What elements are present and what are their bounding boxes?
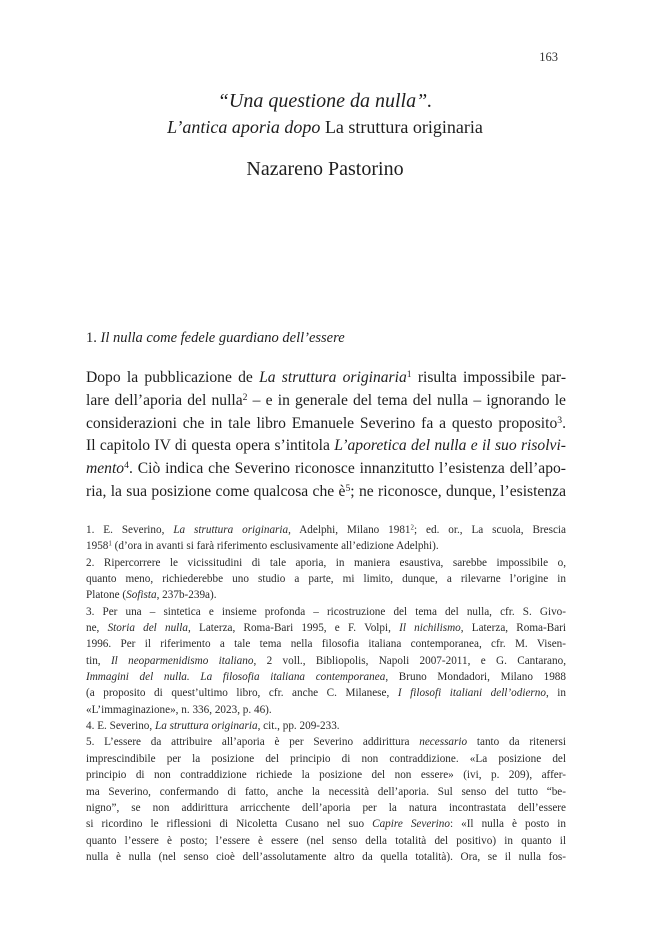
text-run: (a proposito di quest’ultimo libro, cfr. anche C. Milanese,	[86, 687, 398, 700]
body-line	[86, 413, 566, 436]
text-run: , Laterza, Roma-Bari	[460, 622, 566, 635]
text-run: «L’immaginazione», n. 336, 2023, p. 46).	[86, 703, 272, 716]
text-run: , 2 voll., Bibliopolis, Napoli 2007-2011, e G. Cantarano,	[253, 654, 567, 667]
text-run: imprescindibile per la posizione del principio di non contraddizione. «La posizione del	[86, 752, 566, 765]
body-text	[86, 367, 566, 504]
title-line-2-roman: La struttura originaria	[324, 117, 483, 137]
footnote-marker: 3	[557, 414, 563, 426]
body-line	[86, 458, 566, 481]
footnote-marker: 5	[345, 483, 351, 495]
text-run: , 237b-239a).	[156, 589, 217, 602]
text-run: , Bruno Mondadori, Milano 1988	[385, 671, 566, 684]
text-run: . Ciò indica che Severino riconosce innanzitutto l’esistenza dell’apo-	[128, 460, 566, 478]
text-run: La struttura originaria	[173, 524, 289, 536]
footnote-line	[86, 587, 566, 603]
text-run: ; ne riconosce, dunque, l’esistenza	[350, 482, 566, 500]
footnote-marker: 2	[410, 523, 414, 532]
footnote-line	[86, 734, 566, 750]
text-run: nulla è nulla (nel senso cioè dell’assolutamente altro da quella totalità). Ora, se il nulla fos-	[86, 850, 566, 863]
title-line-2-italic: L’antica aporia dopo	[167, 117, 325, 137]
footnote-line	[86, 538, 566, 554]
text-run: .	[562, 414, 566, 432]
footnote-line	[86, 849, 566, 865]
text-run: Il nichilismo	[399, 622, 461, 635]
footnote-marker: 2	[242, 391, 248, 403]
text-run: : «Il nulla è posto in	[449, 818, 566, 831]
text-run: ria, la sua posizione come qualcosa che è	[86, 482, 346, 500]
footnote-line	[86, 833, 566, 849]
body-line	[86, 390, 566, 413]
footnote-line	[86, 816, 566, 832]
footnote-line	[86, 702, 566, 718]
body-line	[86, 481, 566, 504]
footnote-line	[86, 555, 566, 571]
footnote-line	[86, 767, 566, 783]
page-number: 163	[539, 50, 558, 64]
text-run: tanto da ritenersi	[467, 736, 566, 749]
text-run: quanto meno, richiederebbe uno studio a parte, mi limito, dunque, a rilevarne l’origine in	[86, 573, 566, 586]
title-line-1: “Una questione da nulla”.	[217, 90, 433, 112]
text-run: quanto l’essere è posto; l’essere è essere (nel senso della totalità del positivo) in quanto il	[86, 834, 566, 847]
text-run: 3. Per una – sintetica e insieme profonda – ricostruzione del tema del nulla, cfr. S. Givo-	[86, 605, 566, 618]
footnote-line	[86, 653, 566, 669]
text-run: 2. Ripercorrere le vicissitudini di tale aporia, in maniera esaustiva, sarebbe impossibile o,	[86, 556, 566, 569]
text-run: Platone (	[86, 589, 127, 602]
footnote-line	[86, 604, 566, 620]
footnote-marker: 1	[406, 369, 412, 381]
text-run: Sofista	[126, 589, 157, 602]
article-title	[0, 89, 650, 140]
footnote-line	[86, 636, 566, 652]
text-run: , in	[545, 687, 567, 700]
text-run: principio di non contraddizione richiede la posizione del non essere» (ivi, p. 209), affer-	[86, 769, 566, 782]
title-line-2	[0, 114, 650, 140]
footnote-line	[86, 571, 566, 587]
text-run: mento	[86, 460, 125, 478]
text-run: tin,	[86, 654, 111, 667]
author-name: Nazareno Pastorino	[246, 158, 404, 180]
footnote-line	[86, 522, 566, 538]
text-run: Il capitolo IV di questa opera s’intitola	[86, 437, 335, 455]
text-run: 1996. Per il riferimento a tale tema nella filosofia italiana contemporanea, cfr. M. Visen-	[86, 638, 566, 651]
text-run: considerazioni che in tale libro Emanuele Severino fa a questo proposito	[86, 414, 558, 432]
text-run: Capire Severino	[372, 818, 450, 831]
footnotes	[86, 522, 566, 865]
text-run: si ricordino le riflessioni di Nicoletta Cusano nel suo	[86, 818, 373, 831]
section-heading	[86, 330, 345, 347]
text-run: lare dell’aporia del nulla	[86, 391, 243, 409]
footnote-line	[86, 784, 566, 800]
text-run: 5. L’essere da attribuire all’aporia è per Severino addirittura	[86, 736, 420, 749]
text-run: La struttura originaria	[154, 720, 258, 733]
text-run: risulta impossibile par-	[411, 369, 567, 386]
footnote-line	[86, 751, 566, 767]
text-run: 1958	[86, 540, 109, 553]
footnote-marker: 4	[124, 460, 129, 472]
footnote-marker: 1	[108, 539, 112, 548]
text-run: , cit., pp. 209-233.	[257, 720, 340, 733]
text-run: – e in generale del tema del nulla – ignorando le	[247, 391, 566, 409]
text-run: necessario	[419, 736, 468, 749]
footnote-line	[86, 685, 566, 701]
footnote-line	[86, 669, 566, 685]
text-run: 1. E. Severino,	[86, 524, 174, 536]
text-run: 4. E. Severino,	[86, 720, 155, 733]
text-run: I filosofi italiani dell’odierno	[397, 687, 546, 700]
text-run: Dopo la pubblicazione de	[86, 369, 260, 386]
text-run: , Adelphi, Milano 1981	[288, 524, 411, 536]
text-run: Storia del nulla	[107, 622, 188, 635]
text-run: (d’ora in avanti si farà riferimento esclusivamente all’edizione Adelphi).	[111, 540, 439, 553]
section-title: Il nulla come fedele guardiano dell’essere	[100, 330, 345, 346]
text-run: Immagini del nulla. La filosofia italiana contemporanea	[86, 671, 386, 684]
section-number: 1.	[86, 330, 101, 346]
text-run: ne,	[86, 622, 108, 635]
text-run: Il neoparmenidismo italiano	[110, 654, 254, 667]
text-run: L’aporetica del nulla e il suo risolvi-	[334, 437, 566, 455]
text-run: La struttura originaria	[259, 369, 407, 386]
footnote-line	[86, 718, 566, 734]
text-run: ma Severino, confermando di fatto, anche la necessità dell’aporia. Sul senso del tutto “be-	[86, 785, 566, 798]
body-line	[86, 367, 566, 390]
body-line	[86, 435, 566, 458]
footnote-line	[86, 620, 566, 636]
text-run: , Laterza, Roma-Bari 1995, e F. Volpi,	[187, 622, 400, 635]
footnote-line	[86, 800, 566, 816]
text-run: ; ed. or., La scuola, Brescia	[414, 524, 567, 536]
text-run: nigno”, se non addirittura arricchente dell’aporia per la natura incontrastata dell’essere	[86, 801, 566, 814]
